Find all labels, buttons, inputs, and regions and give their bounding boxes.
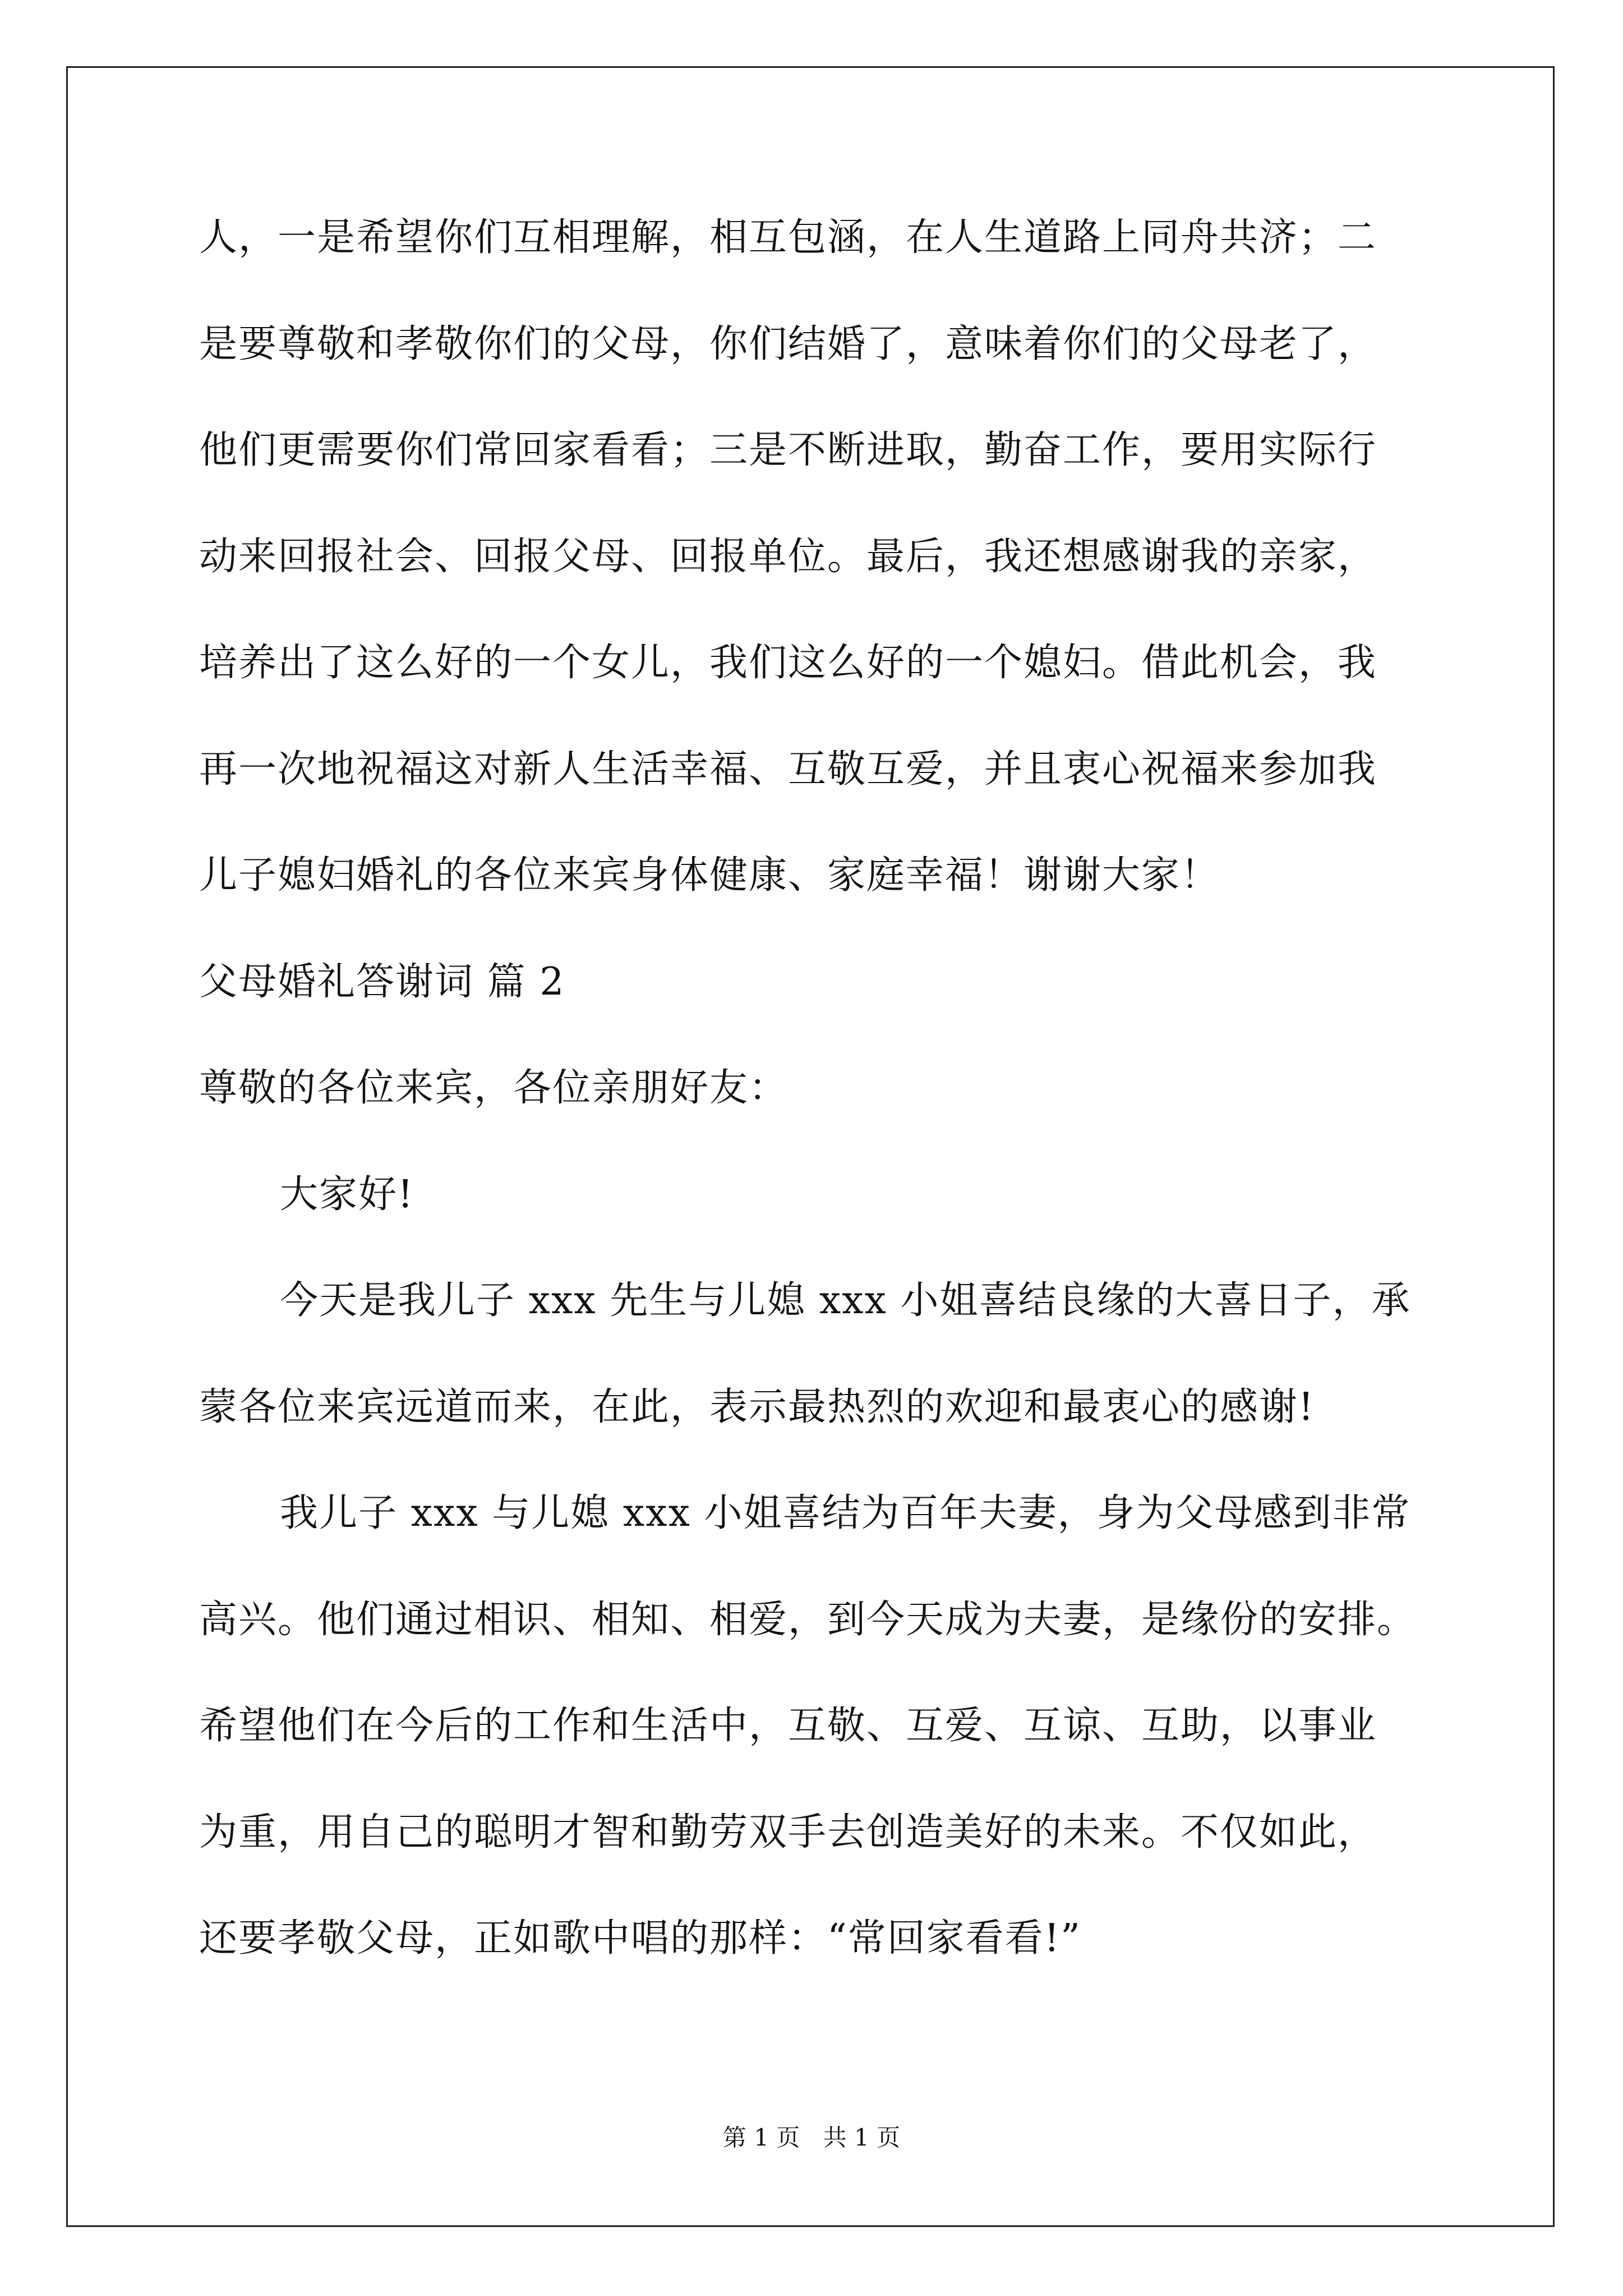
page-total: 共 1 页 <box>823 2124 901 2151</box>
paragraph-line: 再一次地祝福这对新人生活幸福、互敬互爱，并且衷心祝福来参加我 <box>199 747 1377 792</box>
document-body <box>199 215 1422 2026</box>
paragraph-line: 蒙各位来宾远道而来，在此，表示最热烈的欢迎和最衷心的感谢! <box>199 1384 1315 1429</box>
page-number: 第 1 页 <box>722 2124 800 2151</box>
paragraph-line: 今天是我儿子 xxx 先生与儿媳 xxx 小姐喜结良缘的大喜日子，承 <box>280 1278 1411 1323</box>
page-footer <box>0 2126 1623 2150</box>
paragraph-line: 高兴。他们通过相识、相知、相爱，到今天成为夫妻，是缘份的安排。 <box>199 1597 1417 1642</box>
paragraph-line: 还要孝敬父母，正如歌中唱的那样：“常回家看看!” <box>199 1916 1081 1961</box>
paragraph-line: 为重，用自己的聪明才智和勤劳双手去创造美好的未来。不仅如此， <box>199 1810 1377 1855</box>
paragraph-line: 我儿子 xxx 与儿媳 xxx 小姐喜结为百年夫妻，身为父母感到非常 <box>280 1491 1411 1535</box>
paragraph-line: 人，一是希望你们互相理解，相互包涵，在人生道路上同舟共济；二 <box>199 215 1377 260</box>
greeting: 大家好! <box>280 1172 414 1217</box>
paragraph-line: 儿子媳妇婚礼的各位来宾身体健康、家庭幸福！谢谢大家！ <box>199 853 1220 898</box>
paragraph-line: 是要尊敬和孝敬你们的父母，你们结婚了，意味着你们的父母老了， <box>199 321 1377 366</box>
paragraph-line: 他们更需要你们常回家看看；三是不断进取，勤奋工作，要用实际行 <box>199 428 1377 472</box>
salutation: 尊敬的各位来宾，各位亲朋好友： <box>199 1066 789 1110</box>
paragraph-line: 动来回报社会、回报父母、回报单位。最后，我还想感谢我的亲家， <box>199 534 1377 579</box>
section-heading: 父母婚礼答谢词 篇 2 <box>199 959 565 1004</box>
paragraph-line: 培养出了这么好的一个女儿，我们这么好的一个媳妇。借此机会，我 <box>199 641 1377 685</box>
paragraph-line: 希望他们在今后的工作和生活中，互敬、互爱、互谅、互助，以事业 <box>199 1704 1377 1748</box>
